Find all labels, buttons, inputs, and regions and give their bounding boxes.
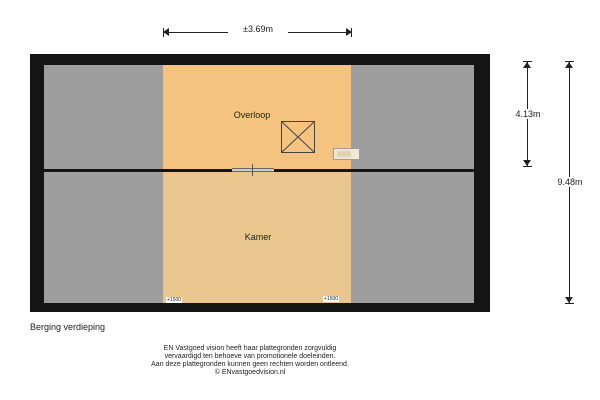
overloop-height-arrow-up [523,62,531,68]
disclaimer-line-4: © ENvastgoedvision.nl [214,369,286,376]
overloop-height-label: 4.13m [508,109,548,119]
disclaimer [80,345,420,377]
kamer-label: Kamer [244,232,272,242]
door-opening [232,168,274,172]
door-marker [252,164,253,176]
height-mark-right: +1500 [324,296,339,302]
total-height-arrow-up [565,62,573,68]
overloop-height-arrow-down [523,160,531,166]
floor-caption: Berging verdieping [30,322,106,332]
overloop-label: Overloop [233,110,271,120]
width-dimension-label: ±3.69m [228,24,288,34]
total-height-tick-bottom [565,303,574,304]
width-arrow-right [346,28,352,36]
disclaimer-line-2: vervaardigd ten behoeve van promotionele doeleinden. [164,353,336,360]
slope-area-left [44,65,163,303]
disclaimer-line-1: EN Vastgoed vision heeft haar plattegronden zorgvuldig [163,345,337,352]
stair-inner-icon [337,151,351,157]
width-arrow-left [163,28,169,36]
overloop-height-tick-bottom [523,166,532,167]
height-mark-left: +1500 [167,297,182,303]
slope-area-right [351,65,474,303]
total-height-label: 9.48m [550,177,590,187]
total-height-arrow-down [565,297,573,303]
roof-hatch-icon [281,121,315,153]
disclaimer-line-3: Aan deze plattegronden kunnen geen rechten worden ontleend. [151,361,349,368]
